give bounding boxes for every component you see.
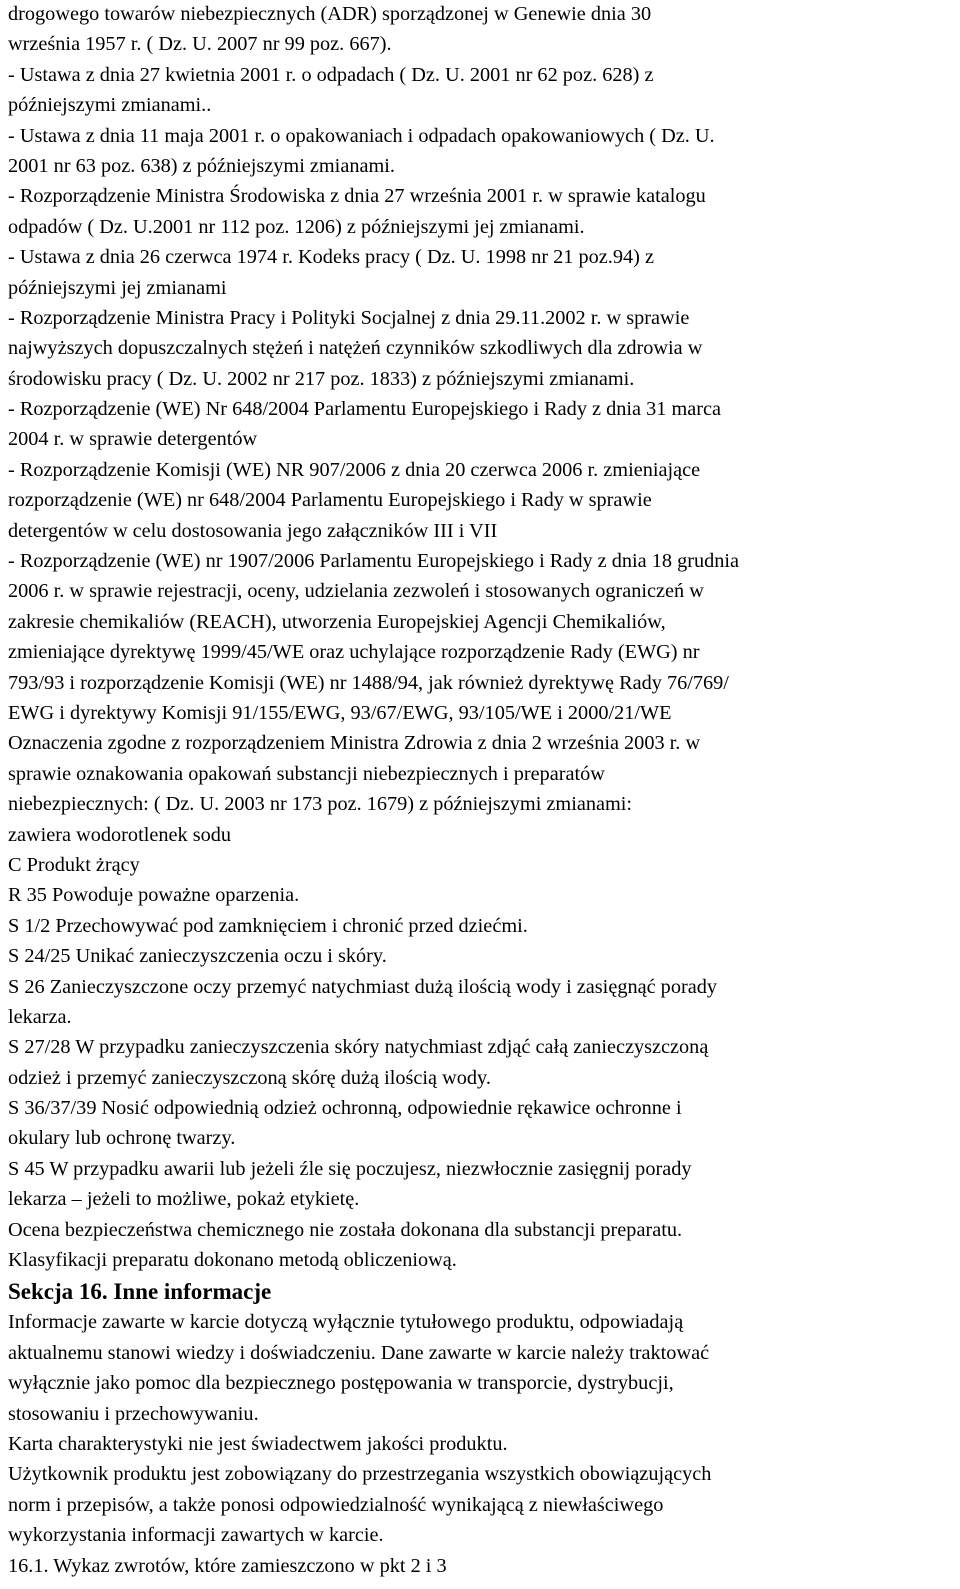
text-line: września 1957 r. ( Dz. U. 2007 nr 99 poz. 667). — [8, 33, 392, 56]
text-line: - Rozporządzenie Ministra Pracy i Polityki Socjalnej z dnia 29.11.2002 r. w sprawie — [8, 306, 690, 329]
text-line: - Ustawa z dnia 11 maja 2001 r. o opakowaniach i odpadach opakowaniowych ( Dz. U. — [8, 124, 715, 147]
text-line: Użytkownik produktu jest zobowiązany do przestrzegania wszystkich obowiązujących — [8, 1463, 712, 1486]
text-line: Oznaczenia zgodne z rozporządzeniem Ministra Zdrowia z dnia 2 września 2003 r. w — [8, 732, 701, 755]
text-line: S 24/25 Unikać zanieczyszczenia oczu i skóry. — [8, 945, 387, 968]
text-line: późniejszymi zmianami.. — [8, 94, 212, 117]
text-line: zakresie chemikaliów (REACH), utworzenia Europejskiej Agencji Chemikaliów, — [8, 610, 666, 633]
text-line: niebezpiecznych: ( Dz. U. 2003 nr 173 poz. 1679) z późniejszymi zmianami: — [8, 793, 633, 816]
regulations-text-block — [8, 0, 960, 1275]
text-line: norm i przepisów, a także ponosi odpowiedzialność wynikającą z niewłaściwego — [8, 1493, 664, 1516]
text-line: późniejszymi jej zmianami — [8, 276, 227, 299]
text-line: zmieniające dyrektywę 1999/45/WE oraz uchylające rozporządzenie Rady (EWG) nr — [8, 641, 700, 664]
text-line: lekarza. — [8, 1005, 72, 1028]
text-line: najwyższych dopuszczalnych stężeń i natężeń czynników szkodliwych dla zdrowia w — [8, 337, 703, 360]
text-line: 2001 nr 63 poz. 638) z późniejszymi zmianami. — [8, 154, 395, 177]
text-line: odpadów ( Dz. U.2001 nr 112 poz. 1206) z późniejszymi jej zmianami. — [8, 215, 585, 238]
text-line: drogowego towarów niebezpiecznych (ADR) sporządzonej w Genewie dnia 30 — [8, 3, 652, 25]
text-line: stosowaniu i przechowywaniu. — [8, 1402, 259, 1425]
text-line: - Rozporządzenie Komisji (WE) NR 907/2006 z dnia 20 czerwca 2006 r. zmieniające — [8, 458, 701, 481]
text-line: - Ustawa z dnia 26 czerwca 1974 r. Kodeks pracy ( Dz. U. 1998 nr 21 poz.94) z — [8, 246, 654, 269]
text-line: S 26 Zanieczyszczone oczy przemyć natychmiast dużą ilością wody i zasięgnąć porady — [8, 975, 717, 998]
text-line: C Produkt żrący — [8, 853, 140, 876]
text-line: Klasyfikacji preparatu dokonano metodą obliczeniową. — [8, 1249, 457, 1272]
text-line: 2004 r. w sprawie detergentów — [8, 428, 258, 451]
subsection-16-1-title: 16.1. Wykaz zwrotów, które zamieszczono w pkt 2 i 3 — [8, 1554, 447, 1577]
text-line: aktualnemu stanowi wiedzy i doświadczeniu. Dane zawarte w karcie należy traktować — [8, 1341, 710, 1364]
text-line: Ocena bezpieczeństwa chemicznego nie została dokonana dla substancji preparatu. — [8, 1218, 683, 1241]
text-line: wykorzystania informacji zawartych w karcie. — [8, 1524, 384, 1547]
text-line: Informacje zawarte w karcie dotyczą wyłącznie tytułowego produktu, odpowiadają — [8, 1311, 684, 1334]
text-line: okulary lub ochronę twarzy. — [8, 1127, 236, 1150]
text-line: sprawie oznakowania opakowań substancji niebezpiecznych i preparatów — [8, 762, 605, 785]
text-line: Karta charakterystyki nie jest świadectwem jakości produktu. — [8, 1432, 508, 1455]
text-line: S 27/28 W przypadku zanieczyszczenia skóry natychmiast zdjąć całą zanieczyszczoną — [8, 1036, 709, 1059]
text-line: EWG i dyrektywy Komisji 91/155/EWG, 93/67/EWG, 93/105/WE i 2000/21/WE — [8, 701, 672, 724]
text-line: - Ustawa z dnia 27 kwietnia 2001 r. o odpadach ( Dz. U. 2001 nr 62 poz. 628) z — [8, 63, 654, 86]
text-line: rozporządzenie (WE) nr 648/2004 Parlamentu Europejskiego i Rady w sprawie — [8, 489, 652, 512]
text-line: S 1/2 Przechowywać pod zamknięciem i chronić przed dziećmi. — [8, 914, 528, 937]
text-line: 2006 r. w sprawie rejestracji, oceny, udzielania zezwoleń i stosowanych ograniczeń w — [8, 580, 704, 603]
section-16-text-block — [8, 1307, 960, 1581]
text-line: odzież i przemyć zanieczyszczoną skórę dużą ilością wody. — [8, 1066, 491, 1089]
text-line: S 36/37/39 Nosić odpowiednią odzież ochronną, odpowiednie rękawice ochronne i — [8, 1097, 682, 1120]
text-line: wyłącznie jako pomoc dla bezpiecznego postępowania w transporcie, dystrybucji, — [8, 1372, 674, 1395]
text-line: S 45 W przypadku awarii lub jeżeli źle się poczujesz, niezwłocznie zasięgnij porady — [8, 1157, 692, 1180]
text-line: - Rozporządzenie Ministra Środowiska z dnia 27 września 2001 r. w sprawie katalogu — [8, 185, 706, 208]
section-16-heading: Sekcja 16. Inne informacje — [8, 1279, 272, 1305]
text-line: detergentów w celu dostosowania jego załączników III i VII — [8, 519, 498, 542]
text-line: 793/93 i rozporządzenie Komisji (WE) nr 1488/94, jak również dyrektywę Rady 76/769/ — [8, 671, 729, 694]
text-line: - Rozporządzenie (WE) nr 1907/2006 Parlamentu Europejskiego i Rady z dnia 18 grudnia — [8, 550, 740, 573]
text-line: R 35 Powoduje poważne oparzenia. — [8, 884, 300, 907]
text-line: - Rozporządzenie (WE) Nr 648/2004 Parlamentu Europejskiego i Rady z dnia 31 marca — [8, 398, 721, 421]
text-line: lekarza – jeżeli to możliwe, pokaż etykietę. — [8, 1188, 360, 1211]
text-line: środowisku pracy ( Dz. U. 2002 nr 217 poz. 1833) z późniejszymi zmianami. — [8, 367, 635, 390]
text-line: zawiera wodorotlenek sodu — [8, 823, 232, 846]
